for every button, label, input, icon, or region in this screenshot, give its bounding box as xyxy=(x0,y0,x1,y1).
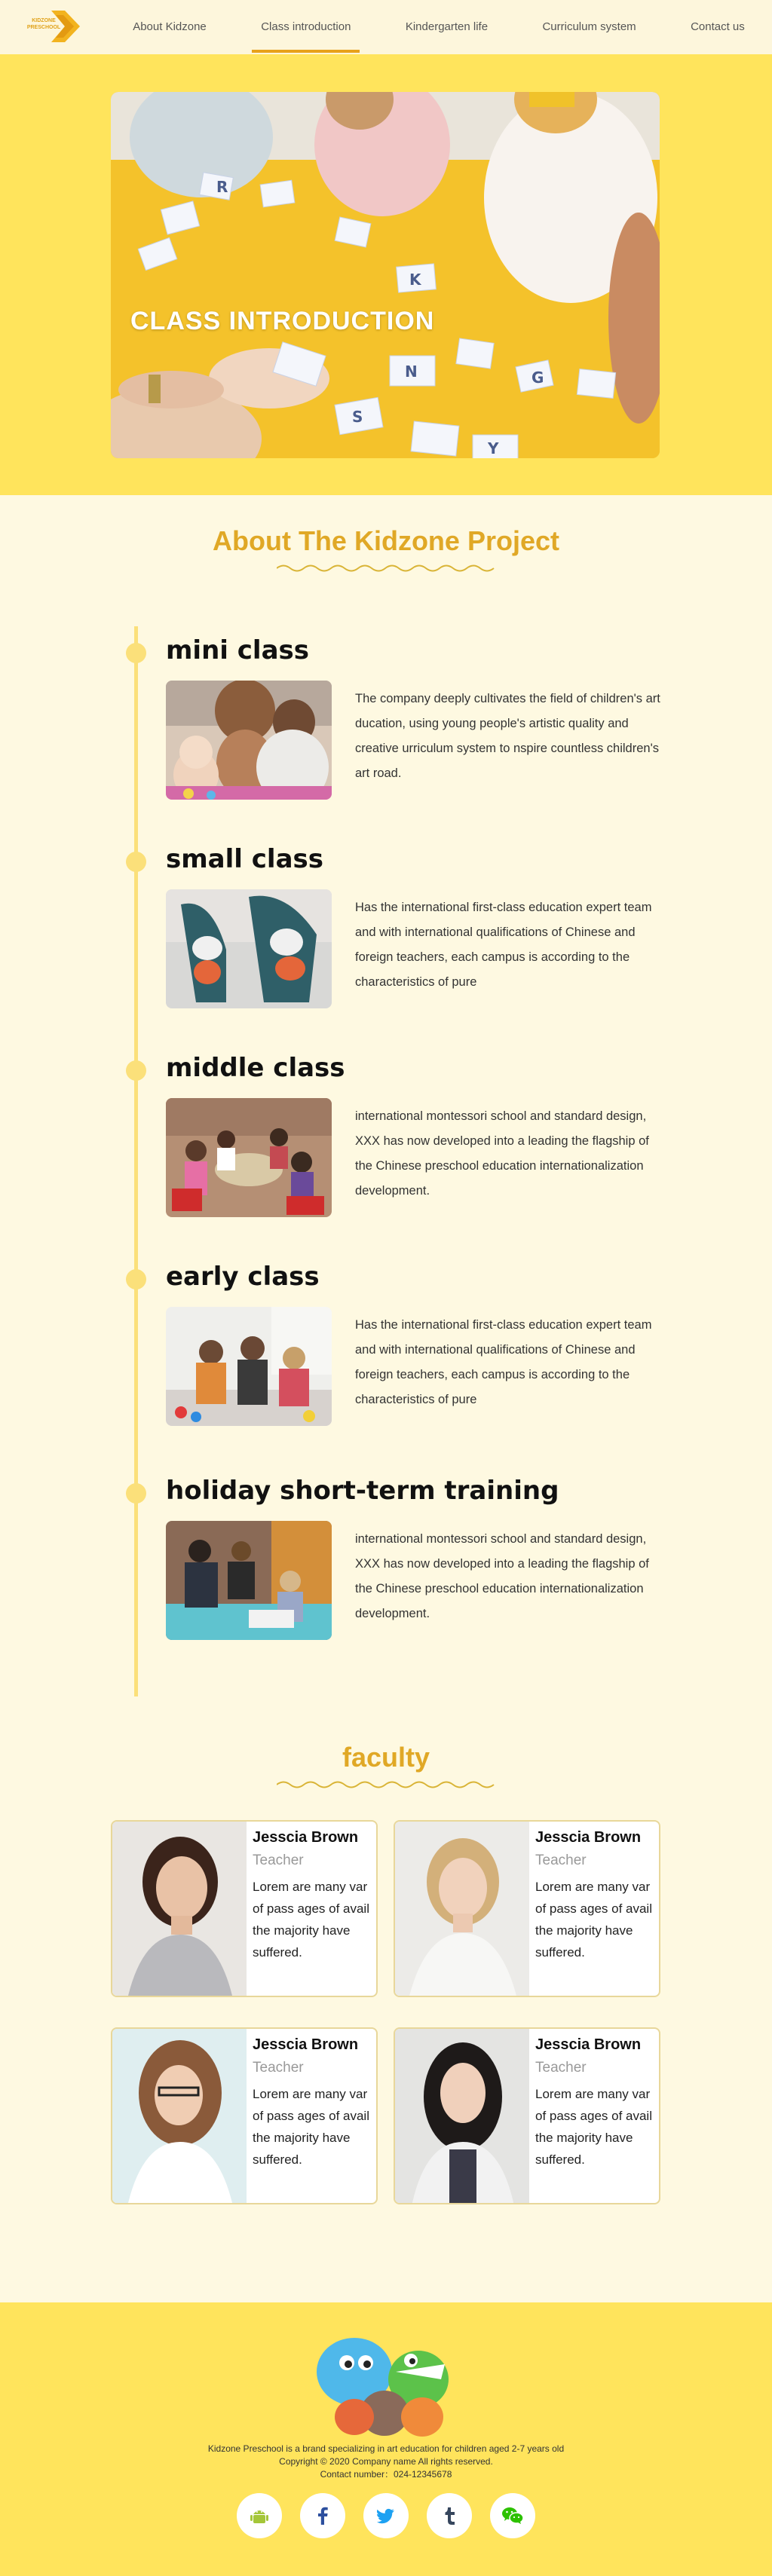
faculty-card[interactable] xyxy=(394,2027,660,2204)
timeline-dot xyxy=(126,852,146,872)
teacher-portrait xyxy=(395,2029,529,2204)
nav-item-about[interactable]: About Kidzone xyxy=(133,20,207,33)
tumblr-icon xyxy=(439,2505,460,2526)
faculty-card[interactable] xyxy=(111,1820,378,1997)
footer xyxy=(0,2302,772,2576)
class-heading: early class xyxy=(166,1262,320,1292)
timeline-item-middle-class xyxy=(0,1044,772,1240)
class-timeline xyxy=(0,626,772,1696)
teacher-bio: Lorem are many var of pass ages of avail the majority have suffered. xyxy=(253,1880,369,1960)
class-description: international montessori school and standard design, XXX has now developed into a leading the flagship of the Chinese preschool education internationalization development. xyxy=(355,1532,649,1620)
faculty-title: faculty xyxy=(342,1742,430,1773)
twitter-link[interactable] xyxy=(363,2493,409,2538)
teacher-bio: Lorem are many var of pass ages of avail the majority have suffered. xyxy=(253,2087,369,2167)
faculty-card[interactable] xyxy=(394,1820,660,1997)
class-heading: mini class xyxy=(166,635,310,665)
hero-card-letter: G xyxy=(532,369,544,387)
hero-card-letter: S xyxy=(352,408,363,426)
class-photo xyxy=(166,889,332,1008)
footer-contact: Contact number：024-12345678 xyxy=(320,2469,452,2480)
teacher-name: Jesscia Brown xyxy=(253,1829,359,1846)
teacher-name: Jesscia Brown xyxy=(535,1829,642,1846)
class-description: international montessori school and standard design, XXX has now developed into a leading the flagship of the Chinese preschool education internationalization development. xyxy=(355,1109,649,1198)
footer-copyright: Copyright © 2020 Company name All rights reserved. xyxy=(279,2456,493,2467)
hero-card-letter: N xyxy=(405,363,418,381)
wave-divider-icon xyxy=(277,563,495,574)
wechat-icon xyxy=(501,2505,524,2526)
teacher-role: Teacher xyxy=(535,1852,587,1868)
timeline-item-early-class xyxy=(0,1253,772,1449)
footer-description: Kidzone Preschool is a brand specializing in art education for children aged 2-7 years old xyxy=(207,2443,565,2454)
timeline-item-small-class xyxy=(0,835,772,1031)
social-links xyxy=(0,2493,772,2538)
faculty-grid xyxy=(0,1820,772,2265)
teacher-bio: Lorem are many var of pass ages of avail the majority have suffered. xyxy=(535,1880,652,1960)
class-photo xyxy=(166,1307,332,1426)
nav-item-kindergarten-life[interactable]: Kindergarten life xyxy=(405,20,489,33)
hero-banner xyxy=(111,92,660,458)
class-heading: small class xyxy=(166,844,323,874)
class-photo xyxy=(166,681,332,800)
timeline-dot xyxy=(126,1269,146,1290)
android-icon xyxy=(249,2505,270,2526)
teacher-bio: Lorem are many var of pass ages of avail the majority have suffered. xyxy=(535,2087,652,2167)
teacher-name: Jesscia Brown xyxy=(253,2036,359,2053)
wave-divider-icon xyxy=(277,1779,495,1790)
hero-card-letter: K xyxy=(409,271,421,289)
faculty-card[interactable] xyxy=(111,2027,378,2204)
facebook-link[interactable] xyxy=(300,2493,345,2538)
facebook-icon xyxy=(312,2505,333,2526)
teacher-portrait xyxy=(395,1822,529,1997)
hero-photo xyxy=(111,92,660,458)
timeline-item-mini-class xyxy=(0,626,772,822)
tumblr-link[interactable] xyxy=(427,2493,472,2538)
timeline-dot xyxy=(126,1060,146,1081)
wechat-link[interactable] xyxy=(490,2493,535,2538)
hero-card-letter: Y xyxy=(488,439,499,457)
teacher-name: Jesscia Brown xyxy=(535,2036,642,2053)
nav-menu xyxy=(106,0,772,54)
teacher-portrait xyxy=(112,2029,247,2204)
class-description: Has the international first-class education expert team and with international qualifications of Chinese and foreign teachers, each campus is according to the characteristics of pure xyxy=(355,1318,652,1406)
hero-title: CLASS INTRODUCTION xyxy=(130,307,435,335)
class-photo xyxy=(166,1521,332,1640)
class-description: Has the international first-class education expert team and with international qualifications of Chinese and foreign teachers, each campus is according to the characteristics of pure xyxy=(355,901,652,989)
mascots-illustration xyxy=(313,2327,460,2440)
hero-section xyxy=(0,54,772,495)
nav-item-class-introduction[interactable]: Class introduction xyxy=(252,0,360,54)
about-title: About The Kidzone Project xyxy=(212,525,559,556)
class-heading: middle class xyxy=(166,1053,345,1083)
timeline-item-holiday-training xyxy=(0,1467,772,1663)
teacher-role: Teacher xyxy=(253,1852,304,1868)
timeline-dot xyxy=(126,1483,146,1504)
teacher-portrait xyxy=(112,1822,247,1997)
nav-item-contact[interactable]: Contact us xyxy=(691,20,745,33)
teacher-role: Teacher xyxy=(535,2060,587,2076)
android-link[interactable] xyxy=(237,2493,282,2538)
twitter-icon xyxy=(375,2505,397,2526)
top-nav xyxy=(0,0,772,54)
class-heading: holiday short-term training xyxy=(166,1476,559,1506)
logo-line1: KIDZONE xyxy=(32,18,56,23)
class-photo xyxy=(166,1098,332,1217)
kidzone-logo[interactable] xyxy=(21,6,86,47)
timeline-dot xyxy=(126,643,146,663)
hero-card-letter: R xyxy=(216,178,228,196)
logo-line2: PRESCHOOL xyxy=(26,25,61,30)
class-description: The company deeply cultivates the field of children's art ducation, using young people's artistic quality and creative urriculum system to nspire countless children's art road. xyxy=(355,692,660,780)
teacher-role: Teacher xyxy=(253,2060,304,2076)
nav-item-curriculum[interactable]: Curriculum system xyxy=(542,20,636,33)
